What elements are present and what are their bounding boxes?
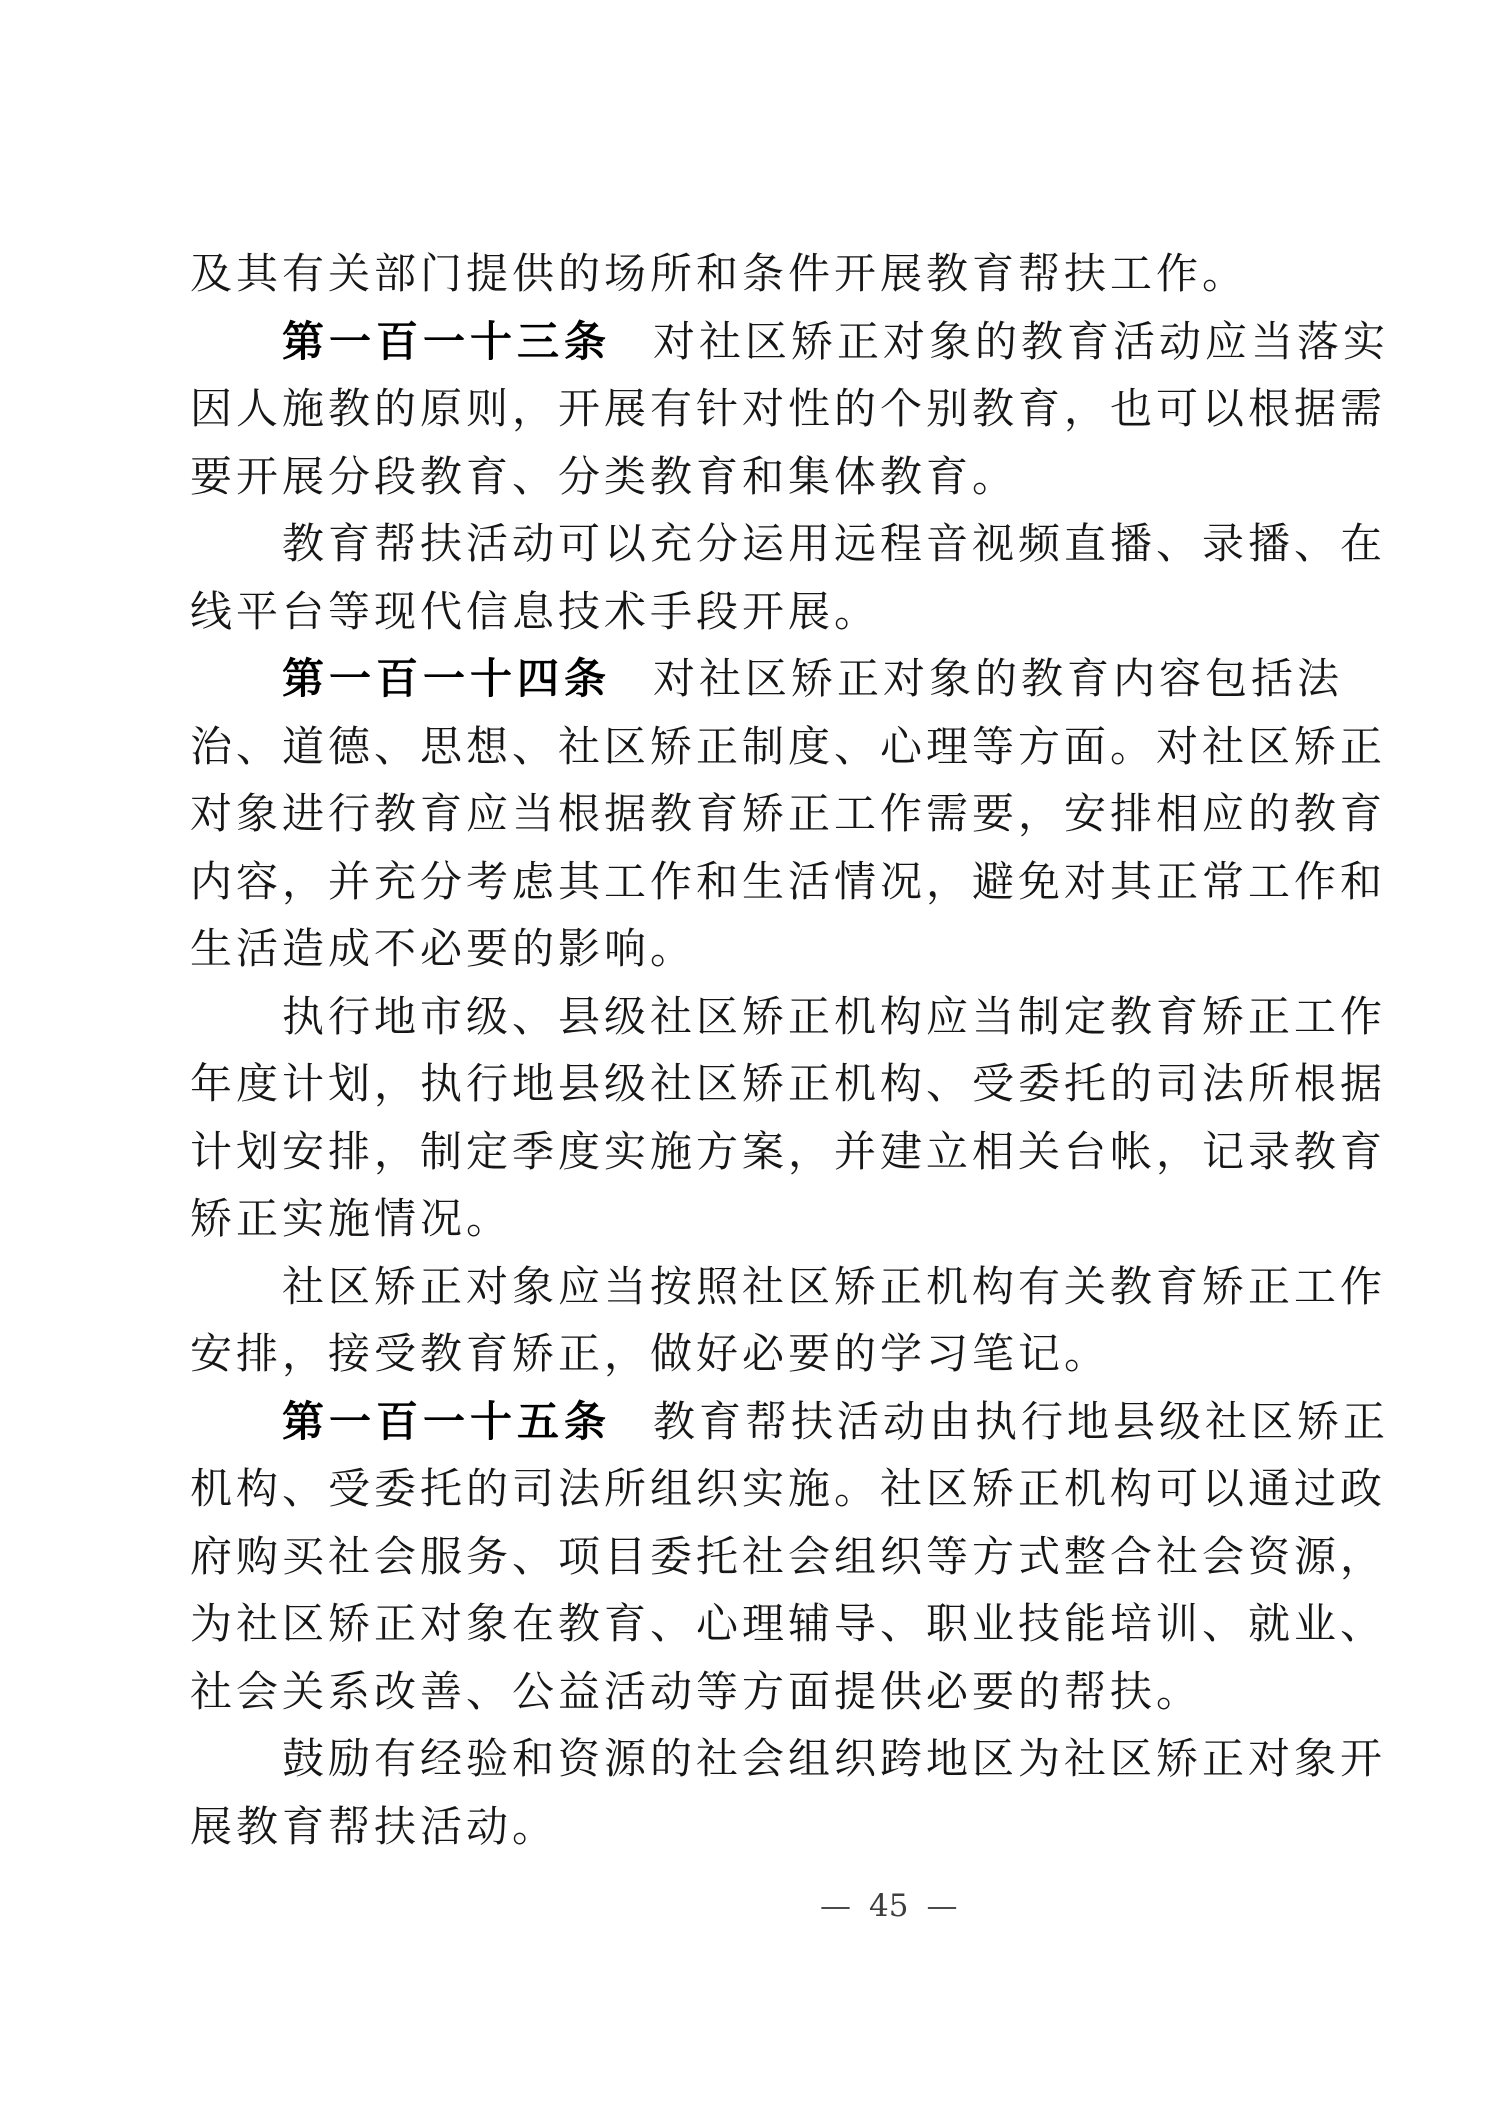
footer-dash-left: — [820, 1888, 851, 1924]
text-line: 社会关系改善、公益活动等方面提供必要的帮扶。 [190, 1666, 1203, 1716]
article-lead-text: 对社区矫正对象的教育活动应当落实 [653, 316, 1390, 366]
article-number: 第一百一十三条 [282, 316, 612, 366]
article-lead-text: 对社区矫正对象的教育内容包括法 [653, 654, 1344, 703]
text-line: 鼓励有经验和资源的社会组织跨地区为社区矫正对象开 [282, 1734, 1387, 1783]
document-body [190, 240, 1390, 1860]
footer-dash-right: — [926, 1888, 958, 1924]
text-line: 对象进行教育应当根据教育矫正工作需要，安排相应的教育 [190, 789, 1387, 838]
text-line: 展教育帮扶活动。 [190, 1801, 559, 1851]
article-lead-text: 教育帮扶活动由执行地县级社区矫正 [653, 1396, 1390, 1446]
text-line: 治、道德、思想、社区矫正制度、心理等方面。对社区矫正 [190, 721, 1387, 771]
article-number: 第一百一十五条 [282, 1396, 612, 1446]
text-line [190, 308, 1390, 376]
text-line: 安排，接受教育矫正，做好必要的学习笔记。 [190, 1329, 1111, 1378]
text-line: 为社区矫正对象在教育、心理辅导、职业技能培训、就业、 [190, 1599, 1387, 1648]
text-line: 年度计划，执行地县级社区矫正机构、受委托的司法所根据 [190, 1059, 1387, 1108]
page-footer [820, 1888, 957, 1924]
text-line: 机构、受委托的司法所组织实施。社区矫正机构可以通过政 [190, 1464, 1387, 1513]
text-line: 线平台等现代信息技术手段开展。 [190, 586, 881, 636]
text-line: 要开展分段教育、分类教育和集体教育。 [190, 451, 1019, 501]
text-line: 及其有关部门提供的场所和条件开展教育帮扶工作。 [190, 249, 1249, 298]
text-line [190, 1388, 1390, 1456]
text-line: 生活造成不必要的影响。 [190, 924, 697, 973]
text-line: 府购买社会服务、项目委托社会组织等方式整合社会资源， [190, 1531, 1387, 1581]
page-number: 45 [869, 1888, 909, 1924]
article-number: 第一百一十四条 [282, 654, 612, 703]
text-line: 社区矫正对象应当按照社区矫正机构有关教育矫正工作 [282, 1261, 1387, 1311]
text-line: 内容，并充分考虑其工作和生活情况，避免对其正常工作和 [190, 856, 1387, 906]
text-line: 教育帮扶活动可以充分运用远程音视频直播、录播、在 [282, 519, 1387, 568]
text-line: 执行地市级、县级社区矫正机构应当制定教育矫正工作 [282, 991, 1387, 1041]
text-line: 计划安排，制定季度实施方案，并建立相关台帐，记录教育 [190, 1126, 1387, 1176]
text-line: 因人施教的原则，开展有针对性的个别教育，也可以根据需 [190, 384, 1387, 433]
text-line: 矫正实施情况。 [190, 1194, 513, 1243]
text-line [190, 645, 1344, 713]
